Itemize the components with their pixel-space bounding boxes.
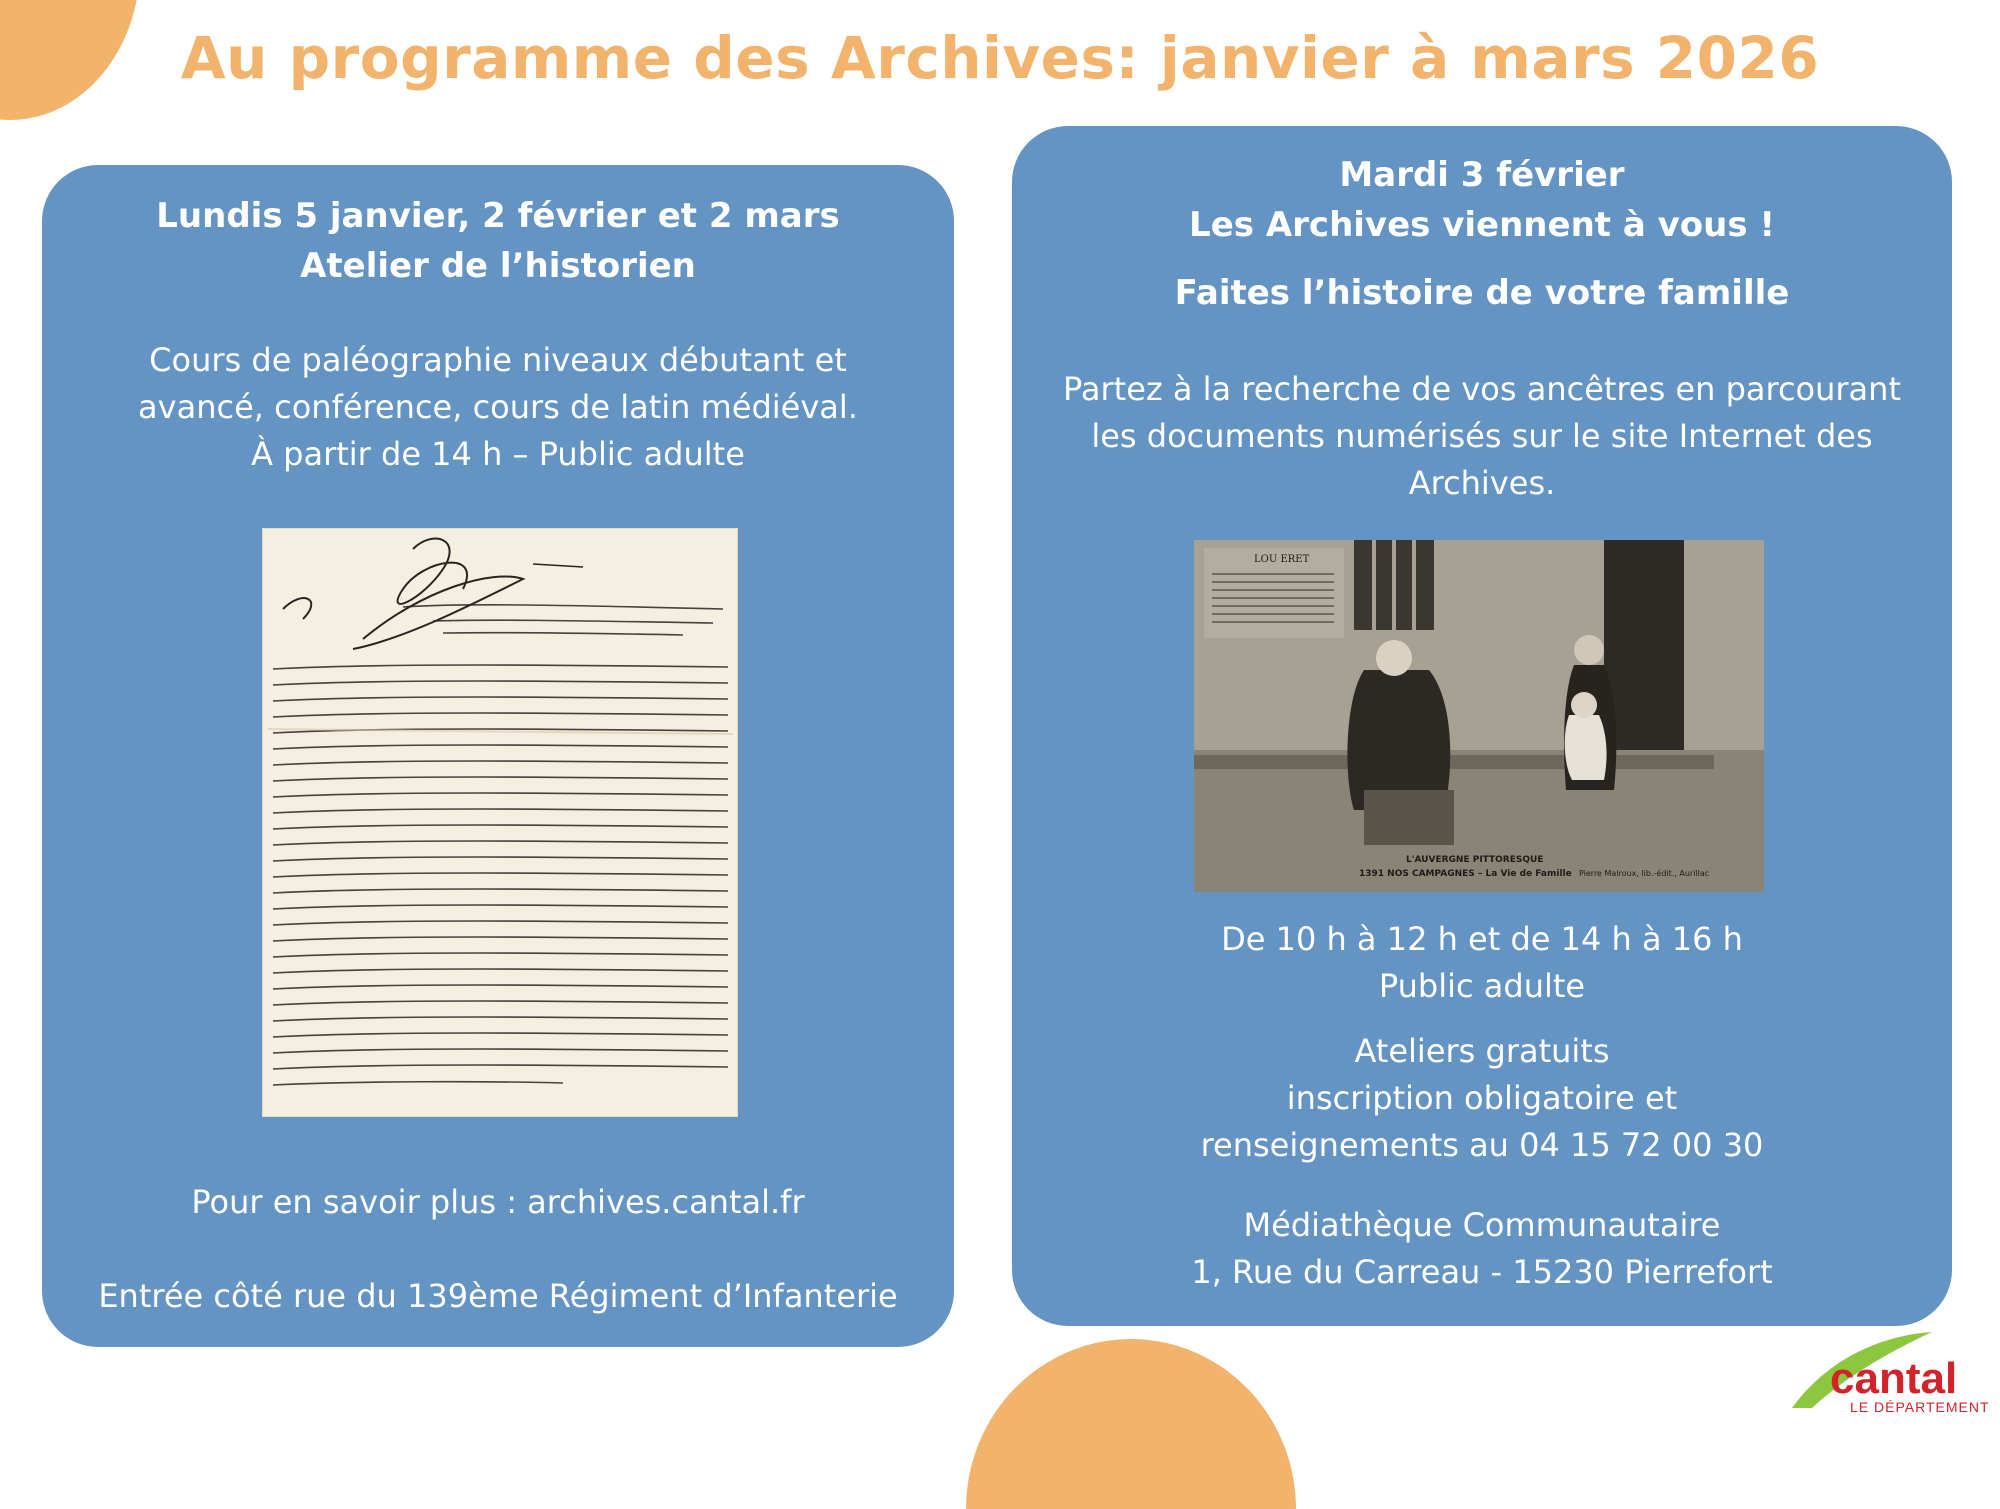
location-name: Médiathèque Communautaire [1243, 1206, 1721, 1244]
description-line: Cours de paléographie niveaux débutant et [149, 341, 847, 379]
postcard-caption-region: L'AUVERGNE PITTORESQUE [1406, 855, 1544, 865]
postcard-caption-title: LOU ERET [1254, 554, 1310, 565]
event-description [42, 337, 954, 478]
cantal-logo-text: cantal [1830, 1354, 1958, 1403]
event-card-famille [1012, 126, 1952, 1326]
postcard-scene-drawing [1194, 540, 1764, 892]
description-line: les documents numérisés sur le site Internet des [1091, 417, 1873, 455]
entrance-note: Entrée côté rue du 139ème Régiment d’Infanterie [98, 1277, 898, 1315]
event-heading [1012, 150, 1952, 250]
description-line: À partir de 14 h – Public adulte [251, 435, 745, 473]
event-dates-line: Lundis 5 janvier, 2 février et 2 mars [156, 196, 840, 236]
postcard-caption-bottom: 1391 NOS CAMPAGNES – La Vie de Famille [1359, 869, 1572, 879]
event-date: Mardi 3 février [1339, 155, 1625, 195]
cantal-logo-subtitle: LE DÉPARTEMENT [1850, 1399, 1990, 1415]
decorative-semicircle-bottom [966, 1339, 1296, 1509]
event-subtitle: Faites l’histoire de votre famille [1174, 273, 1790, 313]
postcard-photo [1194, 540, 1764, 892]
description-line: Archives. [1408, 464, 1556, 502]
event-description [1012, 366, 1952, 507]
page-title: Au programme des Archives: janvier à mars 2026 [180, 24, 1820, 92]
info-line: inscription obligatoire et [1286, 1079, 1678, 1117]
event-dates [42, 191, 954, 291]
description-line: avancé, conférence, cours de latin médiéval. [138, 388, 858, 426]
manuscript-image [263, 529, 737, 1116]
postcard-caption-publisher: Pierre Malroux, lib.-édit., Aurillac [1579, 869, 1710, 878]
description-line: Partez à la recherche de vos ancêtres en parcourant [1063, 370, 1901, 408]
registration-info [1012, 1028, 1952, 1169]
more-info-link[interactable]: Pour en savoir plus : archives.cantal.fr [191, 1183, 805, 1221]
event-card-atelier-historien [42, 165, 954, 1347]
hours-line: De 10 h à 12 h et de 14 h à 16 h [1221, 920, 1743, 958]
event-location [1012, 1202, 1952, 1296]
info-line: Ateliers gratuits [1354, 1032, 1610, 1070]
event-title: Les Archives viennent à vous ! [1189, 205, 1775, 245]
location-address: 1, Rue du Carreau - 15230 Pierrefort [1191, 1253, 1773, 1291]
event-title: Atelier de l’historien [300, 246, 696, 286]
phone-line: renseignements au 04 15 72 00 30 [1200, 1126, 1764, 1164]
event-hours [1012, 916, 1952, 1010]
manuscript-handwriting-drawing [263, 529, 737, 1116]
audience-line: Public adulte [1378, 967, 1586, 1005]
